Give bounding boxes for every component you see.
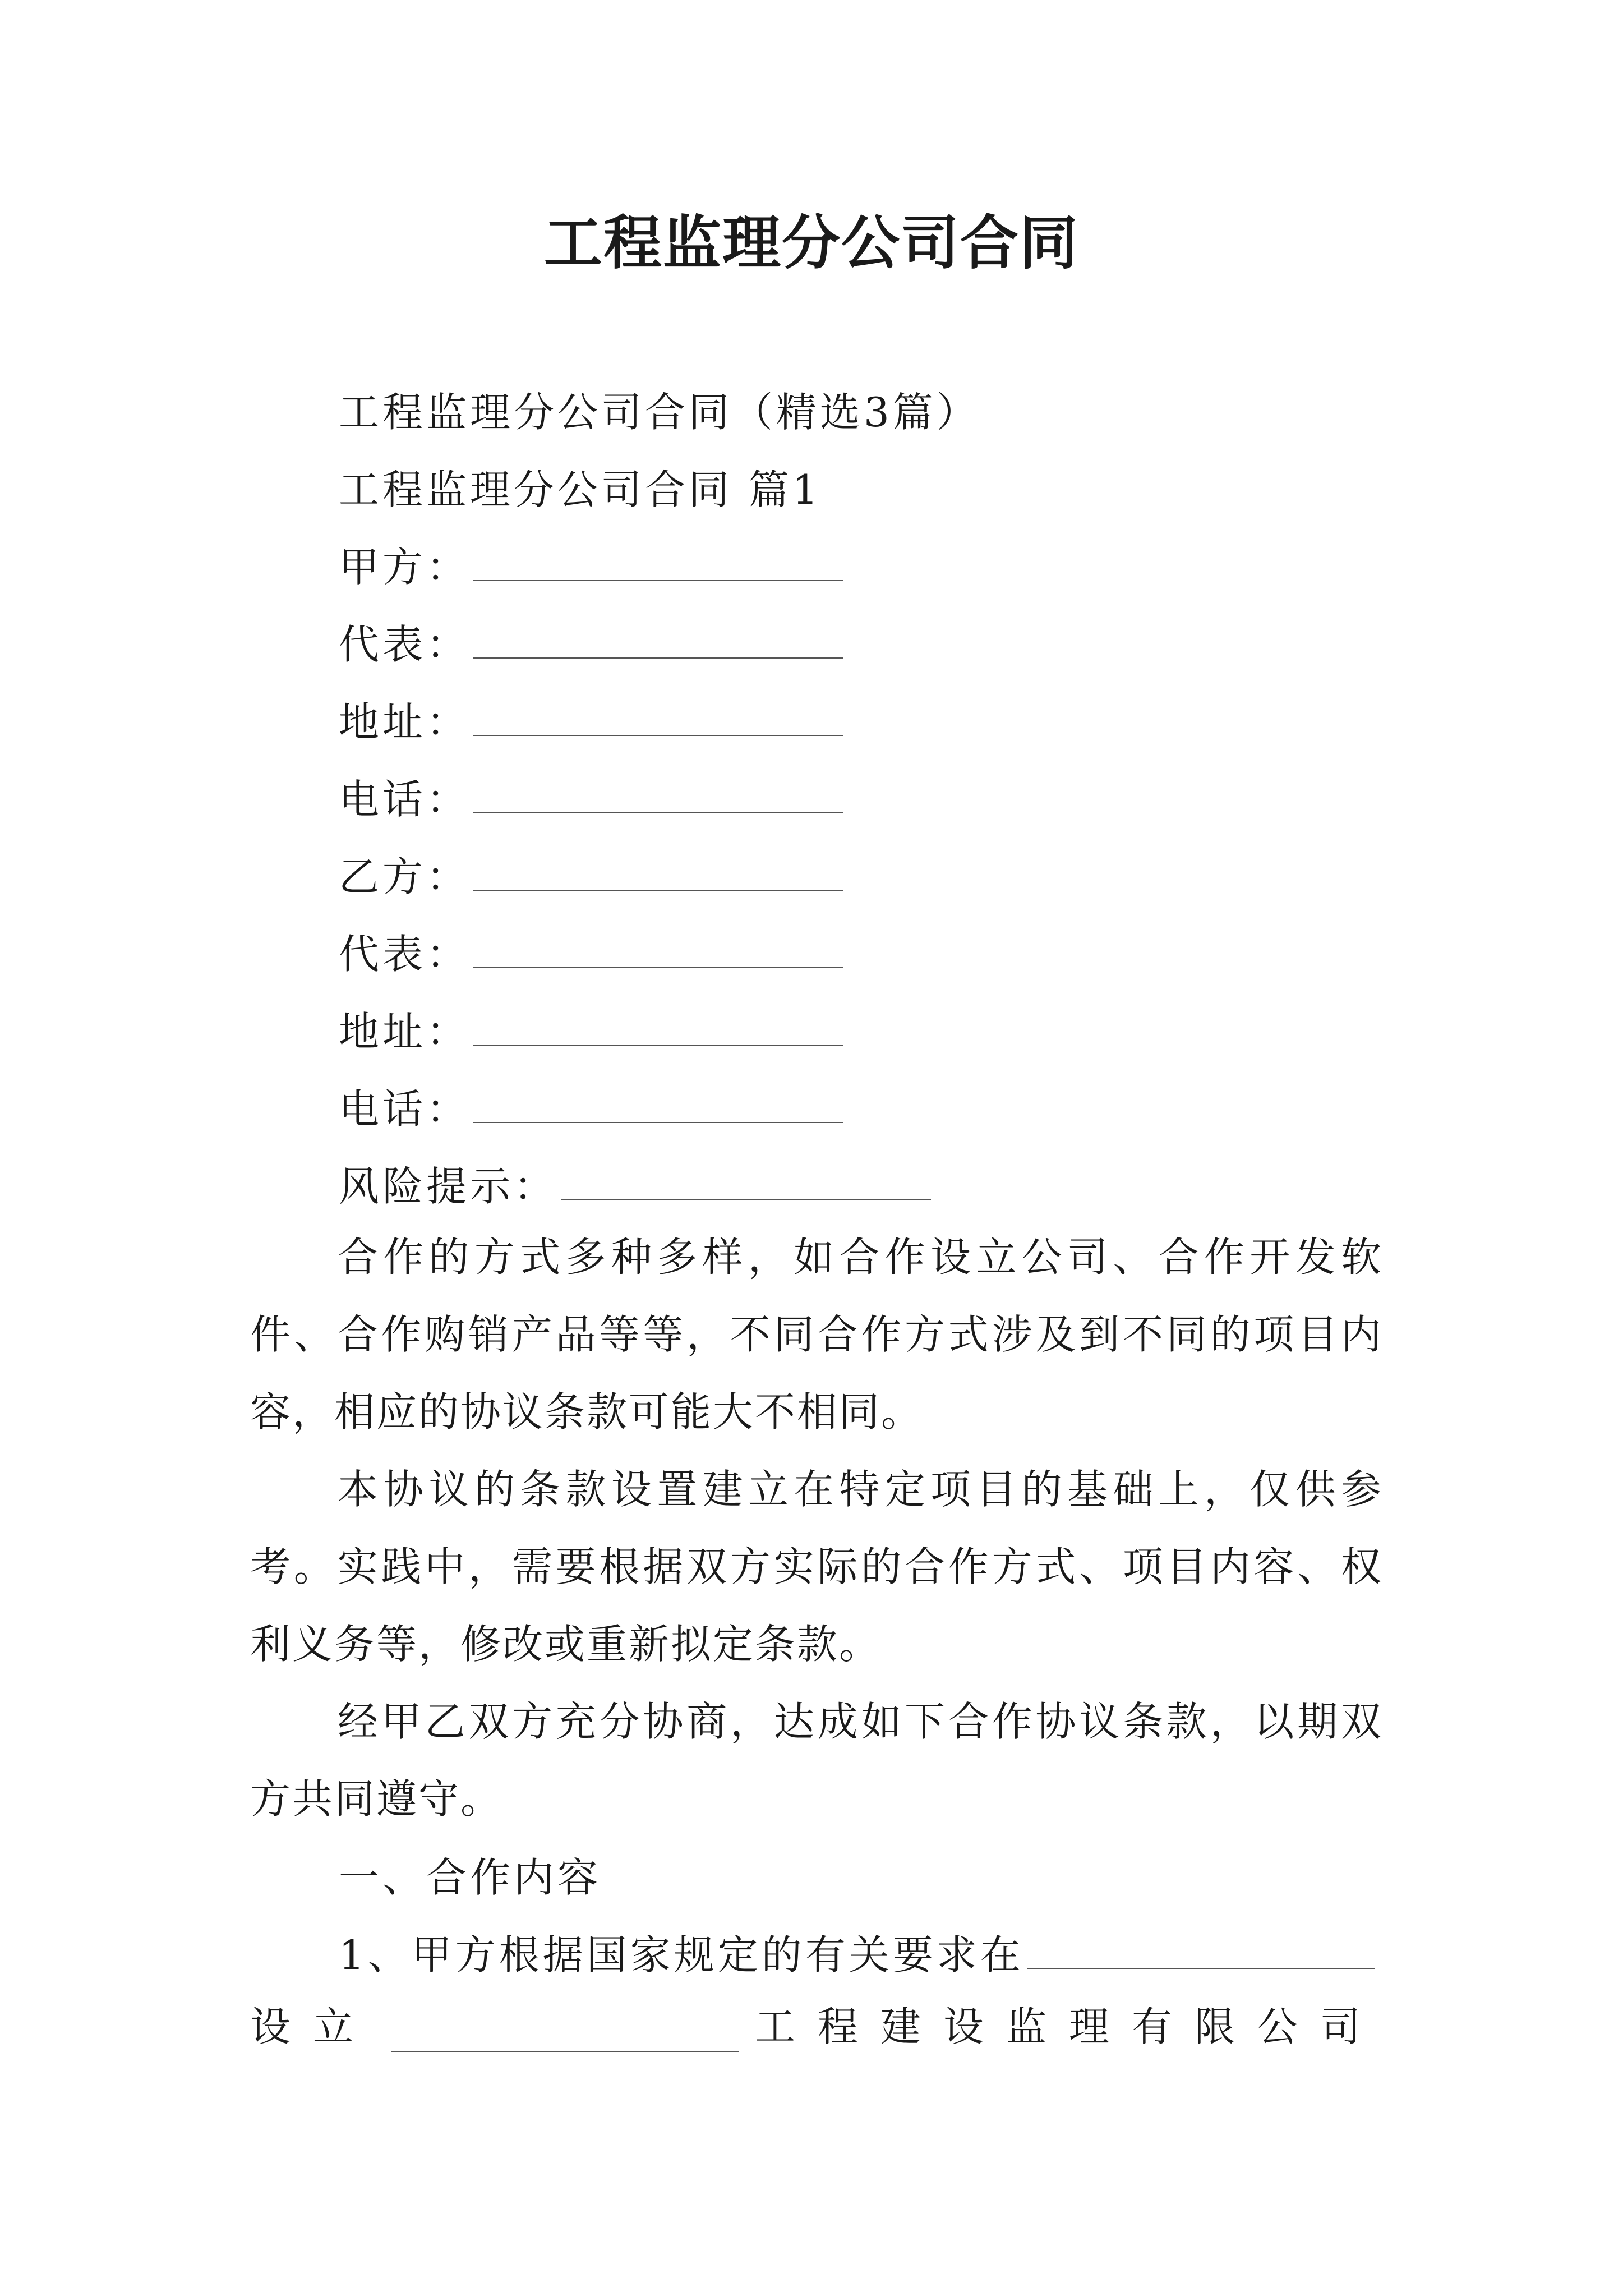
party-b-addr-label: 地址：: [339, 1008, 471, 1055]
clause-1-continuation: [250, 2001, 1383, 2052]
clause-1-cont-b: 工程建设监理有限公司: [754, 2003, 1383, 2050]
party-a-rep-label: 代表：: [339, 621, 471, 668]
party-a-phone-label: 电话：: [339, 776, 471, 823]
party-b-rep-blank: [473, 933, 843, 968]
clause-heading: 一、合作内容: [339, 1854, 602, 1901]
party-a-rep-blank: [473, 624, 843, 659]
document-title: 工程监理分公司合同: [543, 208, 1079, 277]
party-b-rep-label: 代表：: [339, 931, 471, 978]
party-b-row: [339, 852, 843, 902]
document-subtitle: 工程监理分公司合同（精选3篇）: [339, 389, 980, 436]
party-a-label: 甲方：: [339, 544, 471, 591]
party-a-addr-blank: [473, 701, 843, 736]
clause-1-text: 1、甲方根据国家规定的有关要求在: [339, 1931, 1024, 1978]
clause-1-blank: [1027, 1934, 1375, 1969]
party-b-rep-row: [339, 929, 843, 979]
party-a-addr-row: [339, 697, 843, 747]
clause-1-line: [339, 1930, 1375, 1980]
party-b-phone-blank: [473, 1088, 843, 1123]
party-b-phone-label: 电话：: [339, 1085, 471, 1133]
clause-1-cont-a: 设立: [250, 2003, 376, 2050]
risk-blank: [561, 1166, 931, 1200]
party-b-addr-row: [339, 1006, 843, 1057]
section-heading: 工程监理分公司合同 篇1: [339, 466, 822, 513]
party-b-label: 乙方：: [339, 853, 471, 900]
risk-label: 风险提示：: [339, 1163, 558, 1210]
paragraph-2: 本协议的条款设置建立在特定项目的基础上，仅供参考。实践中，需要根据双方实际的合作方式、项目内容、权利义务等，修改或重新拟定条款。: [250, 1466, 1383, 1668]
party-a-row: [339, 542, 843, 592]
party-b-blank: [473, 856, 843, 891]
party-a-phone-row: [339, 774, 843, 825]
party-a-phone-blank: [473, 779, 843, 813]
party-b-phone-row: [339, 1084, 843, 1134]
party-b-addr-blank: [473, 1011, 843, 1046]
paragraph-3: 经甲乙双方充分协商，达成如下合作协议条款，以期双方共同遵守。: [250, 1698, 1383, 1823]
party-a-rep-row: [339, 619, 843, 670]
paragraph-1: 合作的方式多种多样，如合作设立公司、合作开发软件、合作购销产品等等，不同合作方式涉及到不同的项目内容，相应的协议条款可能大不相同。: [250, 1234, 1383, 1435]
risk-row: [339, 1161, 931, 1212]
party-a-addr-label: 地址：: [339, 698, 471, 746]
party-a-blank: [473, 546, 843, 581]
clause-1-cont-blank: [391, 2017, 739, 2052]
